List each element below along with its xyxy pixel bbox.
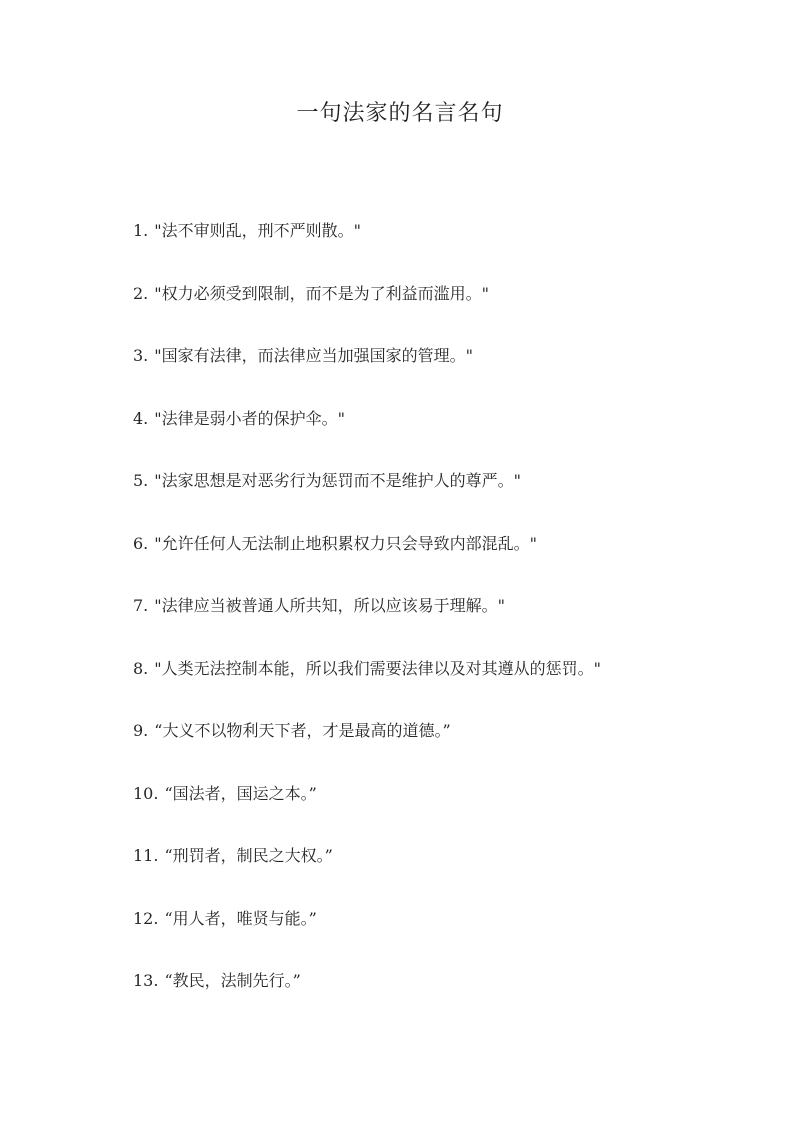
quote-text: "法不审则乱，刑不严则散。" — [154, 221, 361, 240]
quote-text: “用人者，唯贤与能。” — [164, 908, 317, 928]
list-item — [133, 783, 763, 846]
list-item — [133, 408, 763, 471]
item-number: 11. — [133, 846, 159, 865]
item-number: 7. — [133, 596, 149, 615]
quote-list — [133, 220, 763, 1033]
item-number: 1. — [133, 221, 149, 240]
item-number: 4. — [133, 408, 149, 428]
list-item — [133, 220, 763, 283]
item-number: 5. — [133, 471, 149, 490]
list-item — [133, 908, 763, 971]
quote-text: “国法者，国运之本。” — [164, 783, 317, 803]
list-item — [133, 470, 763, 533]
quote-text: "法律应当被普通人所共知，所以应该易于理解。" — [154, 596, 505, 615]
quote-text: "人类无法控制本能，所以我们需要法律以及对其遵从的惩罚。" — [154, 658, 601, 678]
item-number: 13. — [133, 971, 159, 990]
quote-text: "法律是弱小者的保护伞。" — [154, 408, 345, 428]
quote-text: "权力必须受到限制，而不是为了利益而滥用。" — [154, 283, 489, 303]
quote-text: “刑罚者，制民之大权。” — [164, 846, 333, 865]
list-item — [133, 533, 763, 596]
item-number: 8. — [133, 658, 149, 678]
item-number: 6. — [133, 533, 149, 553]
item-number: 2. — [133, 283, 149, 303]
item-number: 12. — [133, 908, 159, 928]
quote-text: "法家思想是对恶劣行为惩罚而不是维护人的尊严。" — [154, 471, 521, 490]
page-title: 一句法家的名言名句 — [296, 101, 504, 126]
list-item — [133, 845, 763, 908]
quote-text: "国家有法律，而法律应当加强国家的管理。" — [154, 346, 473, 365]
item-number: 10. — [133, 783, 159, 803]
quote-text: “教民，法制先行。” — [164, 971, 301, 990]
item-number: 3. — [133, 346, 149, 365]
list-item — [133, 345, 763, 408]
list-item — [133, 970, 763, 1033]
item-number: 9. — [133, 721, 149, 740]
list-item — [133, 283, 763, 346]
quote-text: “大义不以物利天下者，才是最高的道德。” — [154, 721, 451, 740]
quote-text: "允许任何人无法制止地积累权力只会导致内部混乱。" — [154, 533, 537, 553]
list-item — [133, 595, 763, 658]
list-item — [133, 720, 763, 783]
list-item — [133, 658, 763, 721]
